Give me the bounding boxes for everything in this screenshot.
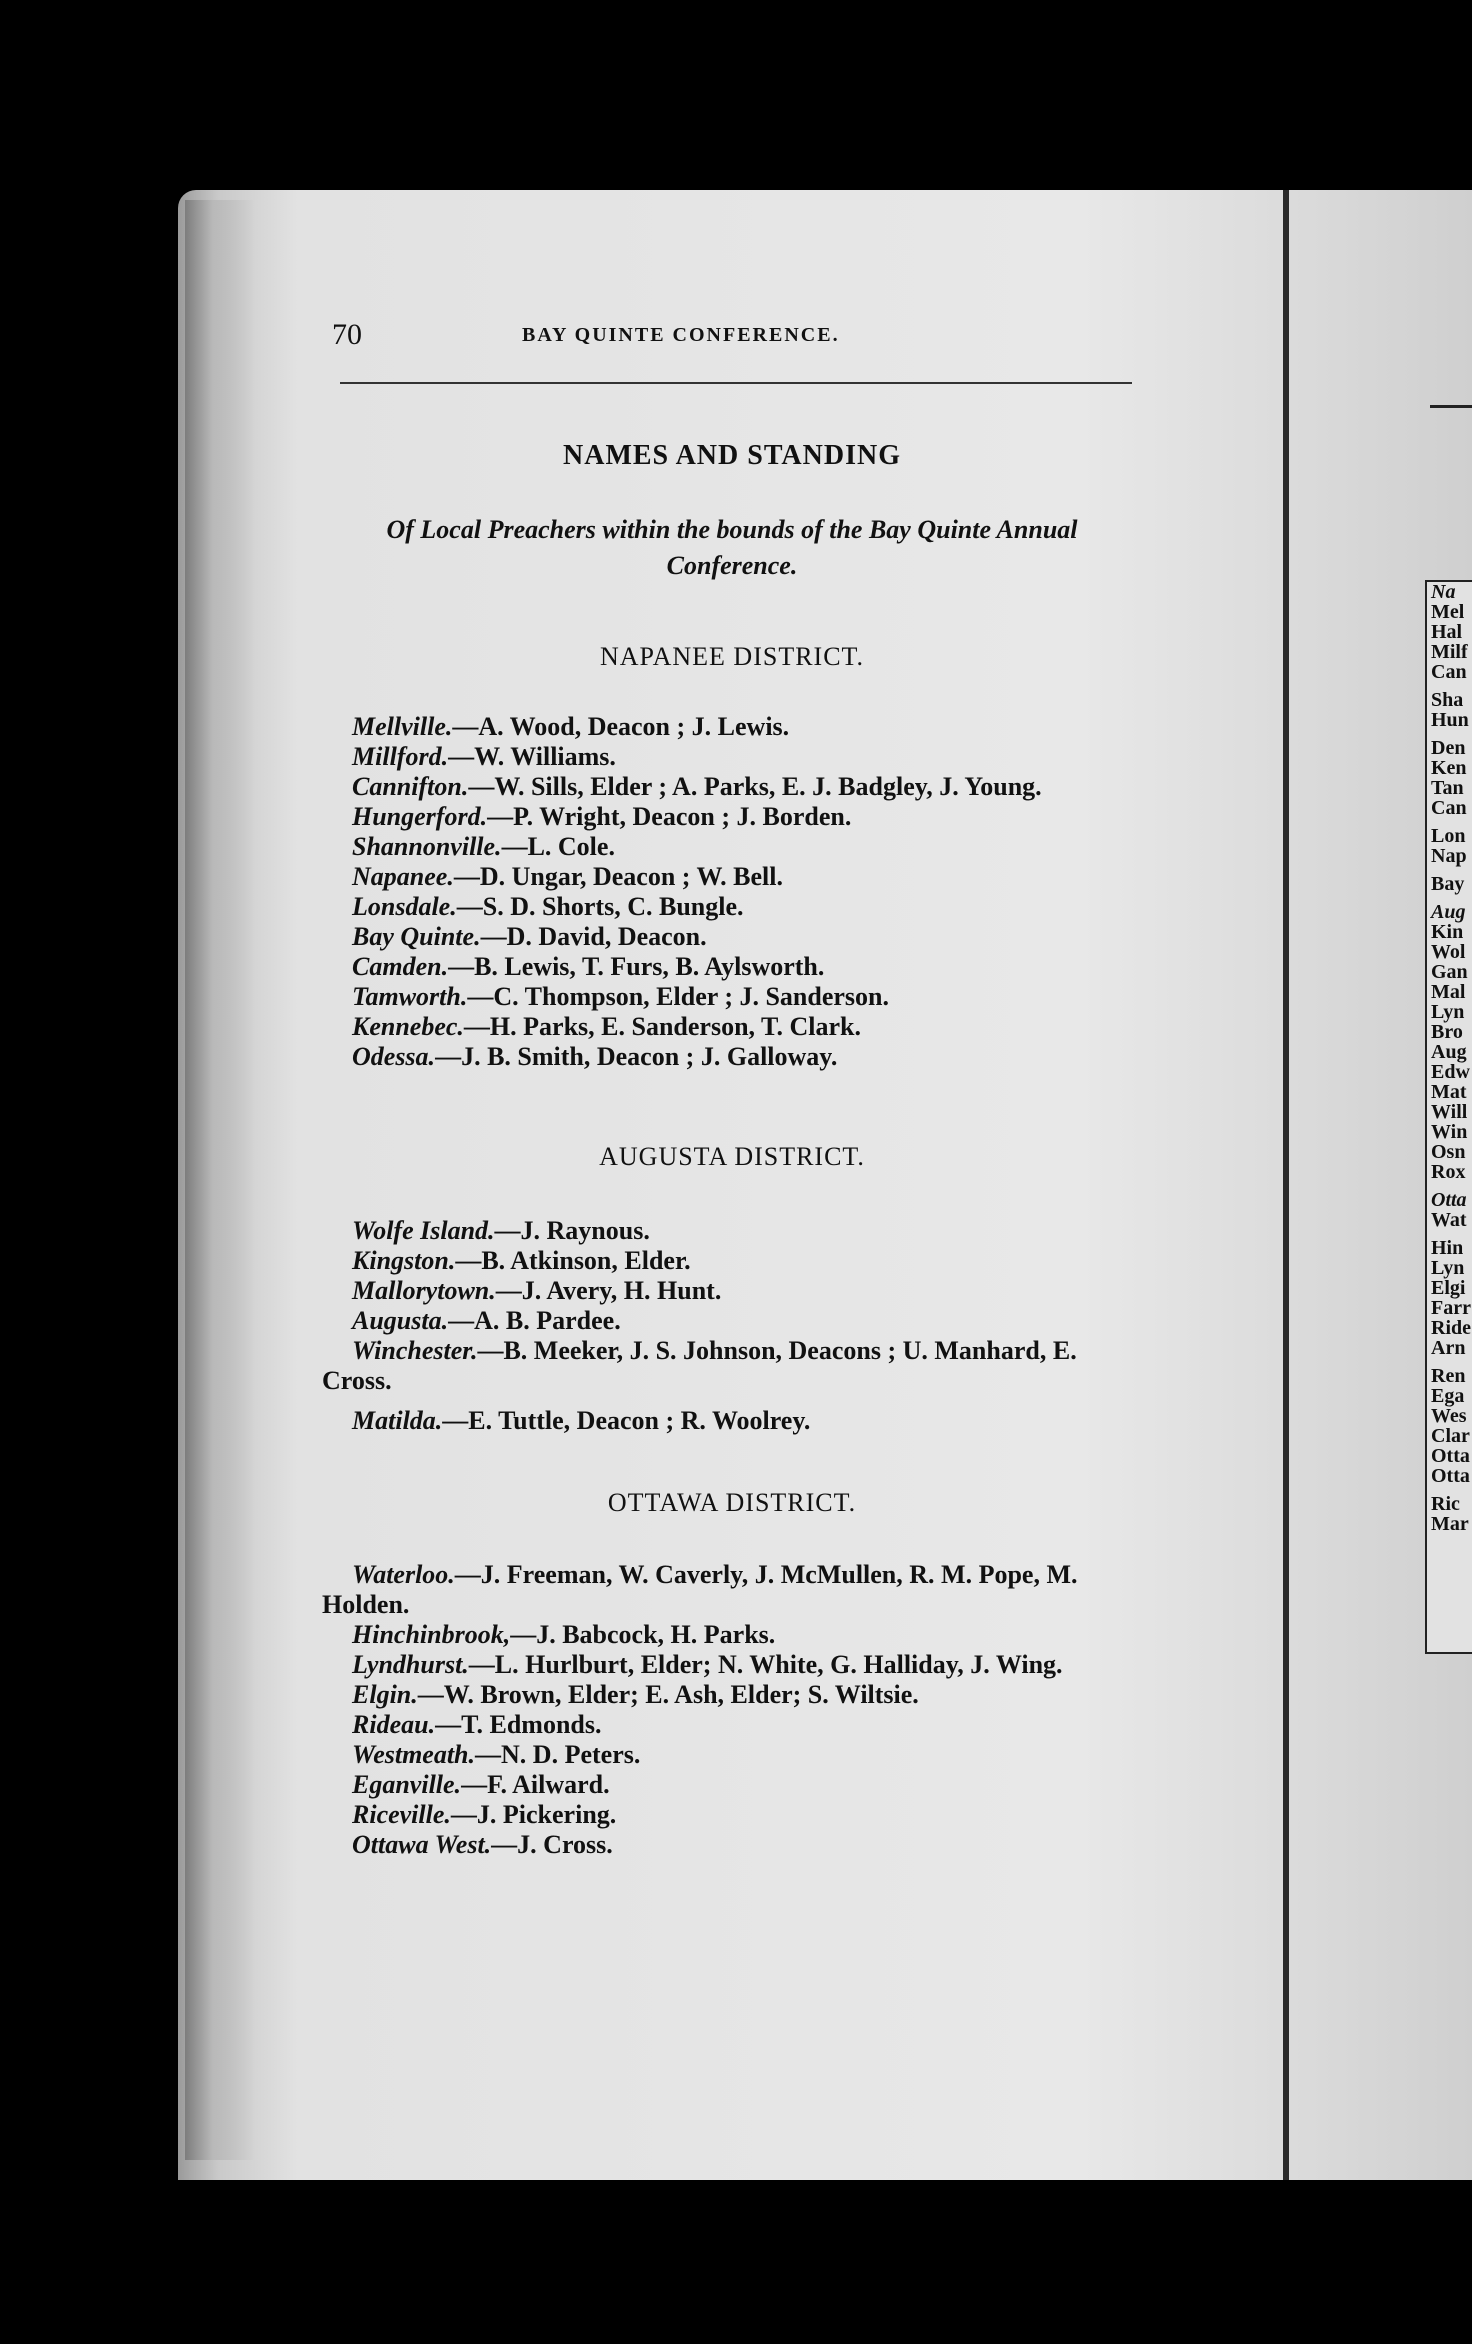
header-rule [340, 382, 1132, 384]
preacher-names: —T. Edmonds. [435, 1710, 602, 1739]
preacher-entry [322, 952, 1142, 982]
facing-page-fragment: Otta [1431, 1189, 1467, 1211]
preacher-names: —J. Cross. [491, 1830, 613, 1859]
preacher-entry [322, 1042, 1142, 1072]
district-entries-augusta [322, 1216, 1142, 1436]
preacher-entry [322, 1306, 1142, 1336]
section-title: NAMES AND STANDING [563, 440, 901, 471]
preacher-entry [322, 1012, 1142, 1042]
place-name: Hinchinbrook, [352, 1620, 511, 1649]
place-name: Shannonville. [352, 832, 502, 861]
preacher-entry [322, 772, 1142, 802]
facing-page-fragment: Ric [1431, 1493, 1460, 1515]
preacher-names: —F. Ailward. [461, 1770, 610, 1799]
running-head: BAY QUINTE CONFERENCE. [522, 324, 840, 346]
section-subtitle: Of Local Preachers within the bounds of the Bay Quinte Annual Conference. [386, 515, 1078, 580]
preacher-entry [322, 832, 1142, 862]
place-name: Kingston. [352, 1246, 456, 1275]
preacher-entry [322, 1800, 1142, 1830]
preacher-names: —N. D. Peters. [475, 1740, 641, 1769]
facing-page-fragment: Arn [1431, 1337, 1466, 1359]
facing-page-fragment: Hin [1431, 1237, 1464, 1259]
place-name: Mellville. [352, 712, 453, 741]
page-margin-shadow [185, 200, 255, 2160]
place-name: Mallorytown. [352, 1276, 496, 1305]
preacher-names: —C. Thompson, Elder ; J. Sanderson. [467, 982, 890, 1011]
preacher-names: —B. Atkinson, Elder. [455, 1246, 691, 1275]
facing-page-fragment: Mal [1431, 981, 1466, 1003]
preacher-names: —J. Freeman, W. Caverly, J. McMullen, R. M. Pope, M. Holden. [322, 1560, 1078, 1619]
preacher-names: —E. Tuttle, Deacon ; R. Woolrey. [442, 1406, 811, 1435]
facing-page-fragment: Mat [1431, 1081, 1467, 1103]
district-heading-ottawa: OTTAWA DISTRICT. [607, 1488, 857, 1517]
preacher-names: —B. Meeker, J. S. Johnson, Deacons ; U. Manhard, E. Cross. [322, 1336, 1077, 1395]
place-name: Tamworth. [352, 982, 468, 1011]
preacher-entry [322, 1246, 1142, 1276]
place-name: Bay Quinte. [352, 922, 481, 951]
page-number: 70 [332, 318, 362, 351]
preacher-names: —J. Pickering. [450, 1800, 617, 1829]
facing-page-fragment: Hal [1431, 621, 1463, 643]
place-name: Elgin. [352, 1680, 418, 1709]
facing-page-column [1425, 580, 1472, 1654]
facing-page-fragment: Lyn [1431, 1001, 1465, 1023]
place-name: Wolfe Island. [352, 1216, 495, 1245]
facing-page-fragment: Ken [1431, 757, 1467, 779]
facing-page-fragment: Den [1431, 737, 1466, 759]
book-gutter [1283, 190, 1289, 2180]
preacher-entry [322, 1336, 1142, 1396]
preacher-entry [322, 1620, 1142, 1650]
facing-page-fragment: Gan [1431, 961, 1468, 983]
facing-page-fragment: Will [1431, 1101, 1468, 1123]
preacher-names: —J. Raynous. [494, 1216, 650, 1245]
facing-page-fragment: Ride [1431, 1317, 1471, 1339]
preacher-entry [322, 742, 1142, 772]
preacher-entry [322, 1216, 1142, 1246]
place-name: Augusta. [352, 1306, 449, 1335]
facing-page-fragment: Bay [1431, 873, 1465, 895]
place-name: Kennebec. [352, 1012, 464, 1041]
place-name: Lonsdale. [352, 892, 457, 921]
facing-page-fragment: Nap [1431, 845, 1467, 867]
preacher-entry [322, 1560, 1142, 1620]
preacher-names: —S. D. Shorts, C. Bungle. [456, 892, 744, 921]
place-name: Waterloo. [352, 1560, 455, 1589]
facing-page-fragment: Osn [1431, 1141, 1466, 1163]
place-name: Camden. [352, 952, 449, 981]
book-page [178, 190, 1472, 2180]
facing-page-fragment: Otta [1431, 1465, 1470, 1487]
place-name: Westmeath. [352, 1740, 476, 1769]
facing-page-fragment: Sha [1431, 689, 1464, 711]
place-name: Odessa. [352, 1042, 436, 1071]
facing-page-fragment: Lyn [1431, 1257, 1465, 1279]
facing-page-fragment: Otta [1431, 1445, 1470, 1467]
place-name: Napanee. [352, 862, 454, 891]
preacher-entry [322, 862, 1142, 892]
facing-page-fragment: Farr [1431, 1297, 1471, 1319]
facing-page-rule [1430, 405, 1472, 408]
page-header [322, 318, 1142, 358]
facing-page-fragment: Can [1431, 797, 1467, 819]
preacher-names: —D. Ungar, Deacon ; W. Bell. [453, 862, 783, 891]
preacher-names: —A. Wood, Deacon ; J. Lewis. [452, 712, 790, 741]
preacher-names: —J. Babcock, H. Parks. [510, 1620, 776, 1649]
place-name: Matilda. [352, 1406, 443, 1435]
preacher-entry [322, 1276, 1142, 1306]
place-name: Hungerford. [352, 802, 488, 831]
place-name: Cannifton. [352, 772, 469, 801]
preacher-entry [322, 1650, 1142, 1680]
facing-page-fragment: Can [1431, 661, 1467, 683]
facing-page-fragment: Wol [1431, 941, 1466, 963]
place-name: Eganville. [352, 1770, 462, 1799]
preacher-names: —L. Cole. [501, 832, 615, 861]
facing-page-fragment: Win [1431, 1121, 1468, 1143]
district-heading-napanee: NAPANEE DISTRICT. [599, 642, 864, 671]
place-name: Riceville. [352, 1800, 451, 1829]
preacher-entry [322, 922, 1142, 952]
facing-page-fragment: Aug [1431, 901, 1466, 923]
preacher-names: —B. Lewis, T. Furs, B. Aylsworth. [448, 952, 825, 981]
preacher-names: —D. David, Deacon. [480, 922, 707, 951]
preacher-entry [322, 1770, 1142, 1800]
place-name: Millford. [352, 742, 449, 771]
preacher-entry [322, 1830, 1142, 1860]
preacher-entry [322, 1680, 1142, 1710]
place-name: Ottawa West. [352, 1830, 492, 1859]
preacher-entry [322, 1740, 1142, 1770]
facing-page-fragment: Elgi [1431, 1277, 1466, 1299]
preacher-names: —P. Wright, Deacon ; J. Borden. [487, 802, 852, 831]
facing-page-fragment: Bro [1431, 1021, 1463, 1043]
facing-page-fragment: Hun [1431, 709, 1469, 731]
facing-page-fragment: Aug [1431, 1041, 1467, 1063]
preacher-entry [322, 1710, 1142, 1740]
facing-page-fragment: Tan [1431, 777, 1464, 799]
place-name: Lyndhurst. [352, 1650, 469, 1679]
preacher-names: —J. Avery, H. Hunt. [495, 1276, 722, 1305]
preacher-entry [322, 802, 1142, 832]
preacher-entry [322, 1406, 1142, 1436]
district-entries-ottawa [322, 1560, 1142, 1860]
preacher-names: —J. B. Smith, Deacon ; J. Galloway. [435, 1042, 838, 1071]
facing-page-fragment: Mar [1431, 1513, 1469, 1535]
preacher-names: —W. Williams. [448, 742, 616, 771]
facing-page-fragment: Wes [1431, 1405, 1467, 1427]
preacher-names: —W. Sills, Elder ; A. Parks, E. J. Badgley, J. Young. [468, 772, 1042, 801]
preacher-entry [322, 712, 1142, 742]
place-name: Rideau. [352, 1710, 436, 1739]
facing-page-fragment: Na [1431, 581, 1456, 603]
facing-page-fragment: Edw [1431, 1061, 1470, 1083]
facing-page-fragment: Kin [1431, 921, 1464, 943]
preacher-names: —W. Brown, Elder; E. Ash, Elder; S. Wiltsie. [417, 1680, 919, 1709]
preacher-names: —A. B. Pardee. [448, 1306, 621, 1335]
preacher-names: —L. Hurlburt, Elder; N. White, G. Halliday, J. Wing. [468, 1650, 1063, 1679]
place-name: Winchester. [352, 1336, 478, 1365]
facing-page-fragment: Clar [1431, 1425, 1470, 1447]
facing-page-fragment: Lon [1431, 825, 1466, 847]
facing-page-fragment: Wat [1431, 1209, 1467, 1231]
facing-page-fragment: Milf [1431, 641, 1468, 663]
preacher-entry [322, 892, 1142, 922]
facing-page-fragment: Ren [1431, 1365, 1466, 1387]
facing-page-fragment: Ega [1431, 1385, 1465, 1407]
district-entries-napanee [322, 712, 1142, 1072]
preacher-names: —H. Parks, E. Sanderson, T. Clark. [463, 1012, 861, 1041]
preacher-entry [322, 982, 1142, 1012]
facing-page-fragment: Rox [1431, 1161, 1466, 1183]
facing-page-fragment: Mel [1431, 601, 1465, 623]
district-heading-augusta: AUGUSTA DISTRICT. [599, 1142, 865, 1171]
